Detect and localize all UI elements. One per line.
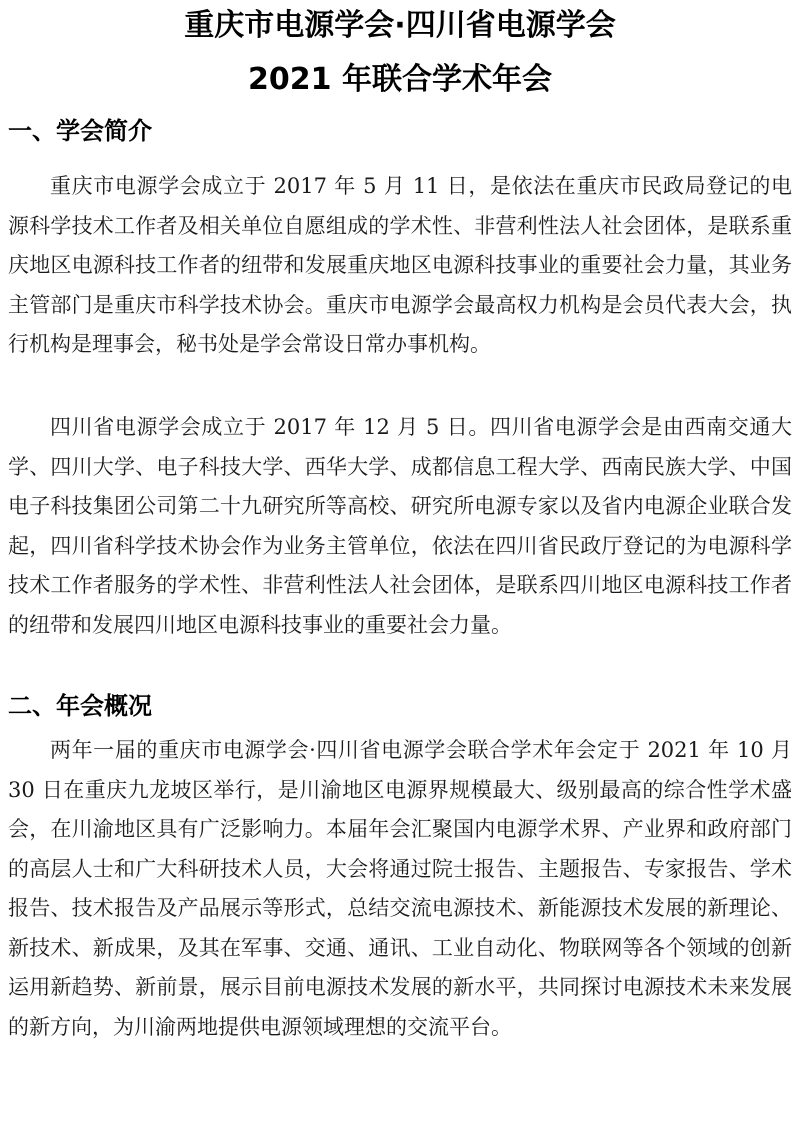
paragraph-conference-overview: 两年一届的重庆市电源学会·四川省电源学会联合学术年会定于 2021 年 10 月 30 日在重庆九龙坡区举行，是川渝地区电源界规模最大、级别最高的综合性学术盛会，在川渝地区具有广泛影响力。本届年会汇聚国内电源学术界、产业界和政府部门的高层人士和广大科研技术人员，大会将通过院士报告、主题报告、专家报告、学术报告、技术报告及产品展示等形式，总结交流电源技术、新能源技术发展的新理论、新技术、新成果，及其在军事、交通、通讯、工业自动化、物联网等各个领域的创新运用新趋势、新前景，展示目前电源技术发展的新水平，共同探讨电源技术未来发展的新方向，为川渝两地提供电源领域理想的交流平台。 bbox=[8, 738, 792, 1039]
paragraph-sichuan-society: 四川省电源学会成立于 2017 年 12 月 5 日。四川省电源学会是由西南交通大学、四川大学、电子科技大学、西华大学、成都信息工程大学、西南民族大学、中国电子科技集团公司第二十九研究所等高校、研究所电源专家以及省内电源企业联合发起，四川省科学技术协会作为业务主管单位，依法在四川省民政厅登记的为电源科学技术工作者服务的学术性、非营利性法人社会团体，是联系四川地区电源科技工作者的纽带和发展四川地区电源科技事业的重要社会力量。 bbox=[8, 415, 792, 637]
paragraph-chongqing-society: 重庆市电源学会成立于 2017 年 5 月 11 日，是依法在重庆市民政局登记的电源科学技术工作者及相关单位自愿组成的学术性、非营利性法人社会团体，是联系重庆地区电源科技工作者的纽带和发展重庆地区电源科技事业的重要社会力量，其业务主管部门是重庆市科学技术协会。重庆市电源学会最高权力机构是会员代表大会，执行机构是理事会，秘书处是学会常设日常办事机构。 bbox=[8, 174, 792, 356]
section-heading-intro: 一、学会简介 bbox=[8, 117, 152, 145]
section-heading-overview: 二、年会概况 bbox=[8, 692, 152, 720]
document-title: 重庆市电源学会·四川省电源学会 bbox=[184, 8, 616, 43]
document-subtitle: 2021 年联合学术年会 bbox=[248, 62, 552, 97]
